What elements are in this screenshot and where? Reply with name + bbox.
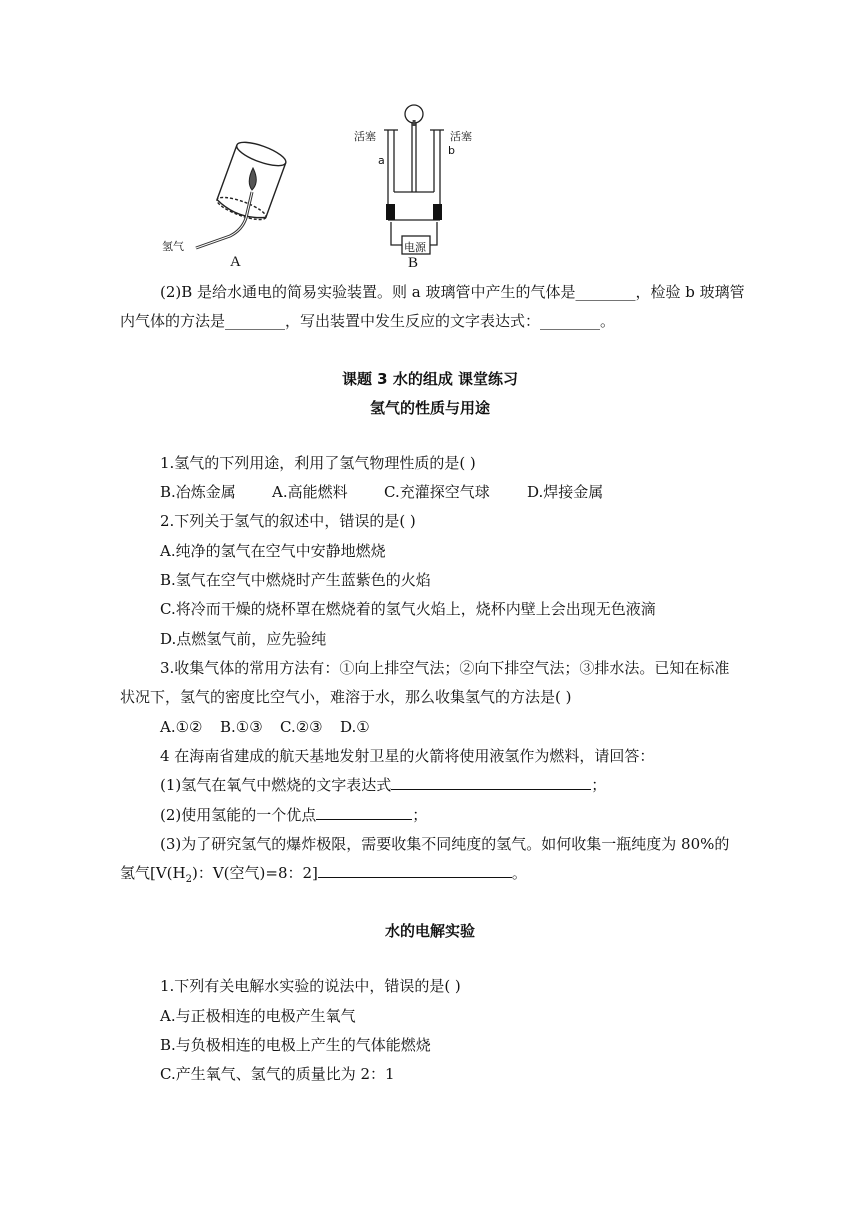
e1-option: C.产生氧气、氢气的质量比为 2：1: [160, 1065, 395, 1083]
p4-q2-end: ；: [412, 806, 428, 824]
p4-q1-blank: [391, 774, 591, 790]
p4-q2: [160, 804, 427, 826]
p4-q1: [160, 774, 606, 796]
subtitle-hydrogen: 氢气的性质与用途: [369, 399, 490, 417]
section-title: 课题 3 水的组成 课堂练习: [341, 370, 519, 388]
p2-option: A.纯净的氢气在空气中安静地燃烧: [160, 542, 386, 560]
p1-options: [160, 481, 603, 503]
valve-left-label: 活塞: [354, 130, 376, 143]
p2-option: C.将冷而干燥的烧杯罩在燃烧着的氢气火焰上，烧杯内壁上会出现无色液滴: [160, 600, 656, 618]
p2-option: B.氢气在空气中燃烧时产生蓝紫色的火焰: [160, 571, 431, 589]
e1-option: B.与负极相连的电极上产生的气体能燃烧: [160, 1036, 431, 1054]
figure-b-caption: B: [408, 255, 419, 271]
subtitle-electrolysis: 水的电解实验: [384, 922, 475, 940]
p4-q3-line-1: (3)为了研究氢气的爆炸极限，需要收集不同纯度的氢气。如何收集一瓶纯度为 80%的: [160, 835, 730, 853]
p4-q1-end: ；: [591, 776, 607, 794]
power-label: 电源: [404, 241, 426, 254]
p4-q2-text: (2)使用氢能的一个优点: [160, 806, 317, 824]
p4-q3-line-2: [120, 862, 527, 891]
p3-options: [160, 716, 370, 738]
p2-option: D.点燃氢气前，应先验纯: [160, 630, 327, 648]
p4-q1-text: (1)氢气在氧气中燃烧的文字表达式: [160, 776, 392, 794]
valve-right-label: 活塞: [450, 130, 472, 143]
figure-a-caption: A: [230, 254, 241, 270]
p3-line-1: 3.收集气体的常用方法有：①向上排空气法；②向下排空气法；③排水法。已知在标准: [160, 659, 730, 677]
p3-option: D.①: [340, 718, 370, 736]
p1-option: A.高能燃料: [272, 483, 348, 501]
p2-stem: 2.下列关于氢气的叙述中，错误的是( ): [160, 512, 416, 530]
e1-option: A.与正极相连的电极产生氧气: [160, 1007, 356, 1025]
hydrogen-label: 氢气: [162, 240, 184, 253]
p3-option: A.①②: [160, 718, 203, 736]
figure-a-hydrogen-burning: [160, 130, 310, 270]
q2-line-2: 内气体的方法是________，写出装置中发生反应的文字表达式：________。: [120, 312, 616, 330]
p3-option: B.①③: [220, 718, 263, 736]
p4-stem: 4 在海南省建成的航天基地发射卫星的火箭将使用液氢作为燃料，请回答：: [160, 747, 655, 765]
tube-b-label: b: [448, 144, 455, 157]
p3-line-2: 状况下，氢气的密度比空气小，难溶于水，那么收集氢气的方法是( ): [120, 688, 572, 706]
p4-q3-text-b: )：V(空气)=8：2]: [192, 864, 318, 882]
p1-option: D.焊接金属: [527, 483, 604, 501]
q2-line-1: (2)B 是给水通电的简易实验装置。则 a 玻璃管中产生的气体是________，检验 b 玻璃管: [160, 283, 745, 301]
e1-stem: 1.下列有关电解水实验的说法中，错误的是( ): [160, 977, 461, 995]
p4-q3-end: 。: [511, 864, 527, 882]
p3-option: C.②③: [280, 718, 323, 736]
figure-b-drawing: [352, 100, 482, 260]
p1-option: B.冶炼金属: [160, 483, 236, 501]
p4-q2-blank: [316, 804, 412, 820]
tube-a-label: a: [378, 154, 385, 167]
p4-q3-blank: [318, 862, 512, 878]
p1-option: C.充灌探空气球: [384, 483, 490, 501]
p4-q3-subscript: 2: [185, 874, 192, 885]
p1-stem: 1.氢气的下列用途，利用了氢气物理性质的是( ): [160, 454, 476, 472]
p4-q3-text-a: 氢气[V(H: [120, 864, 186, 882]
figure-b-electrolysis-apparatus: [352, 100, 482, 272]
